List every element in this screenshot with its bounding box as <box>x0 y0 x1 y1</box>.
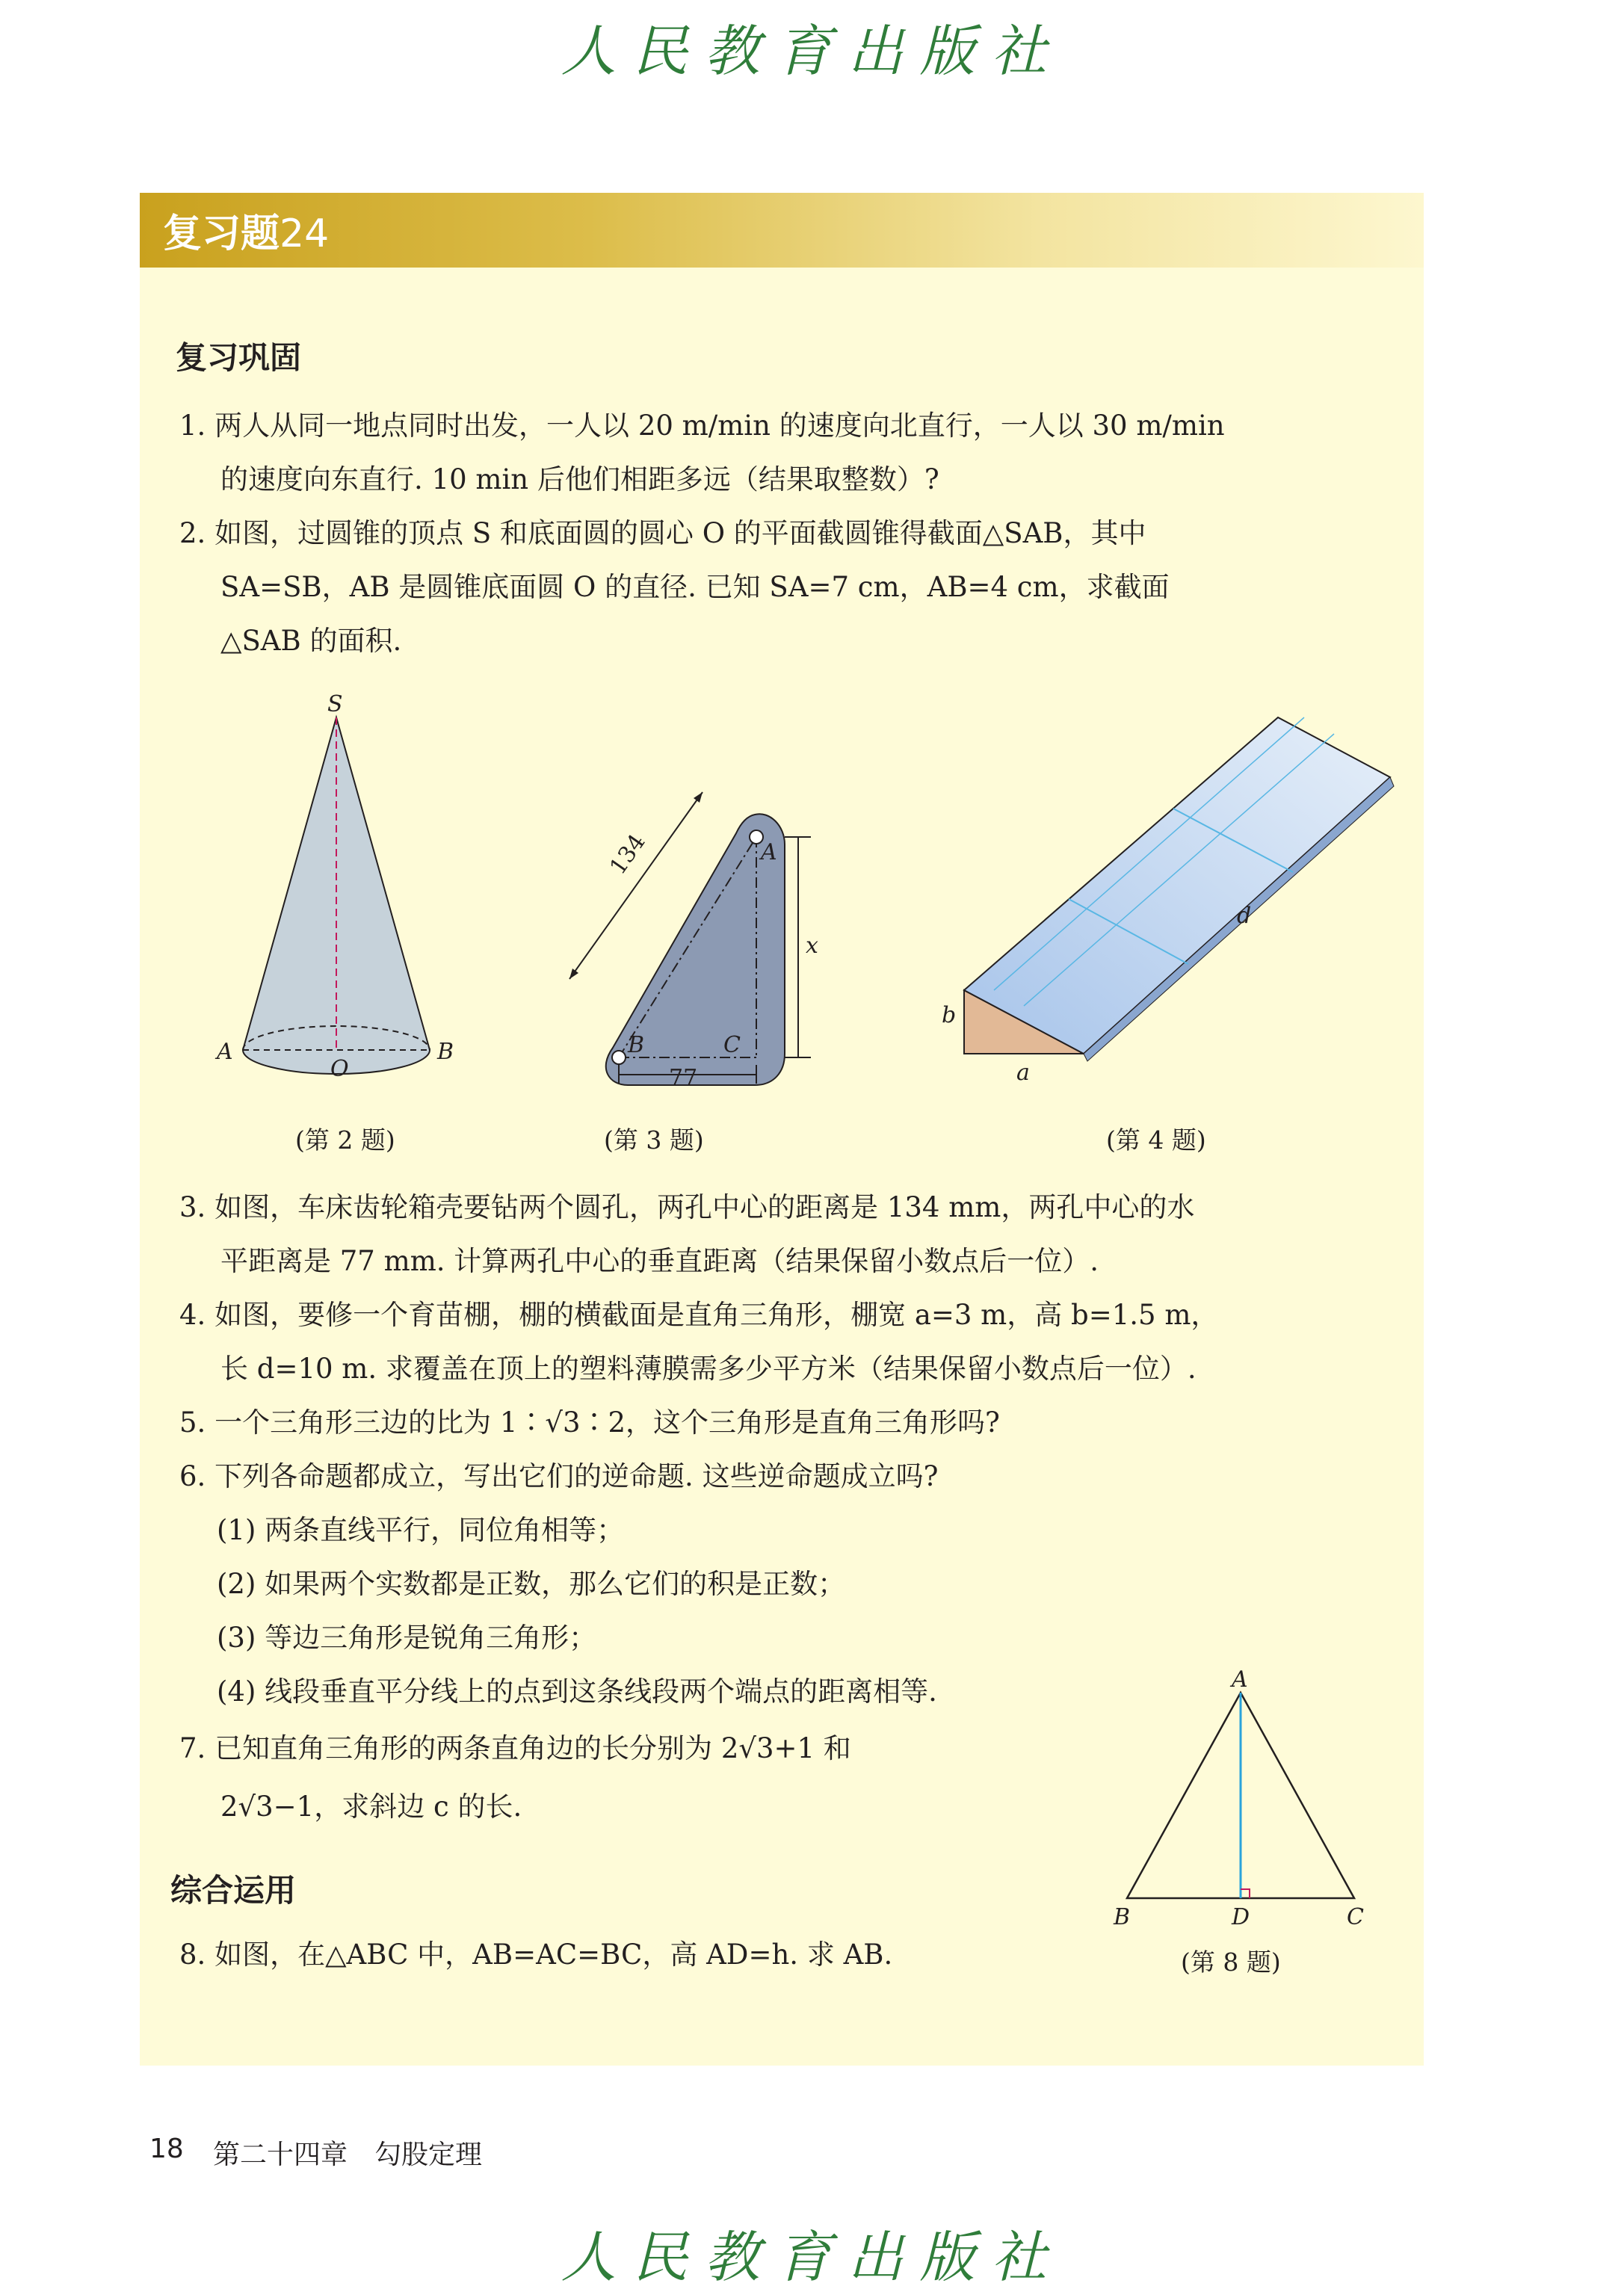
section-applied: 综合运用 <box>170 1872 297 1909</box>
label-c: C <box>1347 1904 1364 1930</box>
label-77: 77 <box>669 1065 698 1091</box>
caption-fig-3: (第 3 题) <box>604 1125 704 1155</box>
label-a: a <box>1016 1060 1030 1086</box>
label-c: C <box>723 1032 741 1058</box>
problem-4-line-2: 长 d=10 m. 求覆盖在顶上的塑料薄膜需多少平方米（结果保留小数点后一位）. <box>220 1353 1197 1385</box>
label-x: x <box>806 933 818 959</box>
problem-2-line-3: △SAB 的面积. <box>220 625 402 657</box>
label-134: 134 <box>605 829 651 880</box>
right-angle-mark <box>1241 1889 1250 1898</box>
problem-3-line-1: 3. 如图，车床齿轮箱壳要钻两个圆孔，两孔中心的距离是 134 mm，两孔中心的水 <box>179 1191 1195 1223</box>
caption-fig-4: (第 4 题) <box>1106 1125 1206 1155</box>
problem-2-line-2: SA=SB，AB 是圆锥底面圆 O 的直径. 已知 SA=7 cm，AB=4 cm，求截面 <box>220 571 1170 603</box>
problem-2-line-1: 2. 如图，过圆锥的顶点 S 和底面圆的圆心 O 的平面截圆锥得截面△SAB，其中 <box>179 517 1146 549</box>
figure-8-triangle <box>1106 1667 1390 1943</box>
problem-7-line-2: 2√3−1，求斜边 c 的长. <box>220 1791 522 1823</box>
greenhouse-film <box>964 717 1390 1054</box>
problem-6-sub-2: (2) 如果两个实数都是正数，那么它们的积是正数； <box>217 1568 846 1600</box>
label-a: A <box>217 1039 233 1065</box>
header-title-text: 复习题 <box>163 211 280 256</box>
figure-2-cone <box>209 691 478 1084</box>
hole-b <box>612 1051 626 1064</box>
figure-4-greenhouse <box>942 702 1420 1091</box>
problem-6-sub-1: (1) 两条直线平行，同位角相等； <box>217 1514 625 1546</box>
problem-6-line-1: 6. 下列各命题都成立，写出它们的逆命题. 这些逆命题成立吗? <box>179 1460 939 1492</box>
publisher-logo-top: 人民教育出版社 <box>561 19 1063 84</box>
problem-1-line-2: 的速度向东直行. 10 min 后他们相距多远（结果取整数）? <box>220 463 939 495</box>
header-title <box>163 202 329 258</box>
chapter-title: 第二十四章 勾股定理 <box>213 2140 483 2170</box>
problem-4-line-1: 4. 如图，要修一个育苗棚，棚的横截面是直角三角形，棚宽 a=3 m，高 b=1.5 m， <box>179 1299 1219 1331</box>
label-s: S <box>327 691 343 717</box>
figure-3-plate <box>553 792 852 1106</box>
caption-fig-8: (第 8 题) <box>1181 1947 1281 1977</box>
problem-1-line-1: 1. 两人从同一地点同时出发，一人以 20 m/min 的速度向北直行，一人以 30 m/min <box>179 410 1225 442</box>
caption-fig-2: (第 2 题) <box>295 1125 395 1155</box>
header-title-number: 24 <box>280 211 330 256</box>
problem-6-sub-4: (4) 线段垂直平分线上的点到这条线段两个端点的距离相等. <box>217 1675 937 1708</box>
problem-6-sub-3: (3) 等边三角形是锐角三角形； <box>217 1622 597 1654</box>
problem-5-line-1: 5. 一个三角形三边的比为 1∶√3∶2，这个三角形是直角三角形吗? <box>179 1406 1000 1439</box>
problem-7-line-1: 7. 已知直角三角形的两条直角边的长分别为 2√3+1 和 <box>179 1732 851 1764</box>
label-b: B <box>437 1039 454 1065</box>
problem-8-line-1: 8. 如图，在△ABC 中，AB=AC=BC，高 AD=h. 求 AB. <box>179 1939 893 1971</box>
section-review: 复习巩固 <box>176 339 302 376</box>
label-o: O <box>330 1056 349 1082</box>
label-b: b <box>942 1002 957 1028</box>
publisher-logo-bottom: 人民教育出版社 <box>561 2225 1063 2290</box>
label-b: B <box>1114 1904 1131 1930</box>
label-b: B <box>628 1032 645 1058</box>
label-d: D <box>1232 1904 1250 1930</box>
header-bar <box>140 193 1424 268</box>
page-number: 18 <box>149 2134 184 2164</box>
label-a: A <box>761 839 777 865</box>
problem-3-line-2: 平距离是 77 mm. 计算两孔中心的垂直距离（结果保留小数点后一位）. <box>220 1245 1099 1277</box>
label-a: A <box>1232 1667 1248 1693</box>
label-d: d <box>1237 903 1252 929</box>
